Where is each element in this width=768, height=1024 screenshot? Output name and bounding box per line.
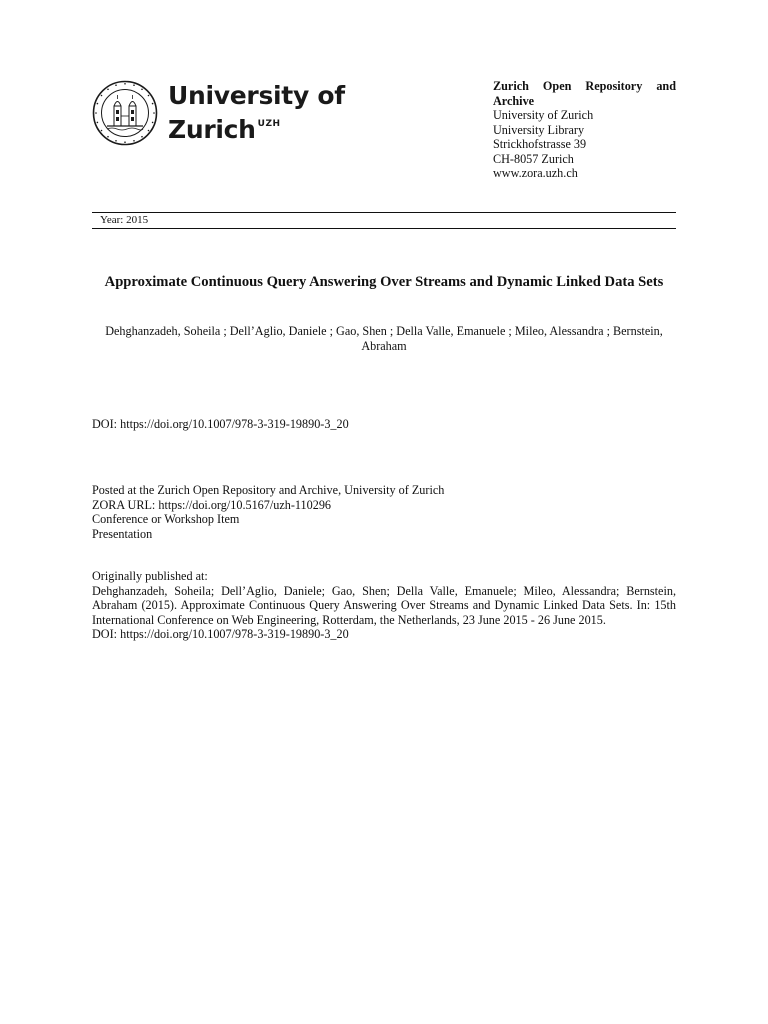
logo-uzh-superscript: UZH: [257, 119, 281, 129]
citation-doi: DOI: https://doi.org/10.1007/978-3-319-19890-3_20: [92, 627, 349, 642]
posting-info: [92, 483, 444, 541]
author-list: Dehghanzadeh, Soheila ; Dell’Aglio, Daniele ; Gao, Shen ; Della Valle, Emanuele ; Mileo, Alessandra ; Bernstein, Abraham: [105, 324, 663, 353]
university-logo: [92, 80, 345, 146]
logo-line-1: University of: [168, 81, 345, 110]
item-format: Presentation: [92, 526, 153, 541]
publication-year: Year: 2015: [100, 214, 149, 226]
doi-line: DOI: https://doi.org/10.1007/978-3-319-19890-3_20: [92, 417, 349, 431]
original-publication-heading: Originally published at:: [92, 569, 208, 583]
item-type: Conference or Workshop Item: [92, 512, 240, 527]
zora-url: ZORA URL: https://doi.org/10.5167/uzh-110296: [92, 497, 332, 512]
repository-line: University of Zurich: [493, 108, 594, 122]
repository-line: CH-8057 Zurich: [493, 151, 574, 166]
original-publication: [92, 569, 676, 642]
university-seal-icon: [92, 80, 158, 146]
document-title: Approximate Continuous Query Answering Over Streams and Dynamic Linked Data Sets: [104, 274, 664, 290]
top-divider: [92, 212, 676, 213]
repository-title: Zurich Open Repository and Archive: [493, 79, 676, 108]
logo-zurich-text: Zurich: [168, 115, 256, 144]
repository-url: www.zora.uzh.ch: [493, 166, 578, 180]
citation-text: Dehghanzadeh, Soheila; Dell’Aglio, Daniele; Gao, Shen; Della Valle, Emanuele; Mileo, Alessandra; Bernstein, Abraham (2015). Approximate Continuous Query Answering Over Streams and Dynamic Linked Data Sets. In: 15th International Conference on Web Engineering, Rotterdam, the Netherlands, 23 June 2015 - 26 June 2015.: [92, 583, 676, 627]
repository-address: [493, 79, 676, 181]
bottom-divider: [92, 228, 676, 229]
repository-line: University Library: [493, 122, 585, 137]
logo-line-2: [168, 110, 345, 144]
university-name: [168, 82, 345, 144]
repository-line: Strickhofstrasse 39: [493, 137, 587, 151]
posted-statement: Posted at the Zurich Open Repository and Archive, University of Zurich: [92, 483, 445, 497]
